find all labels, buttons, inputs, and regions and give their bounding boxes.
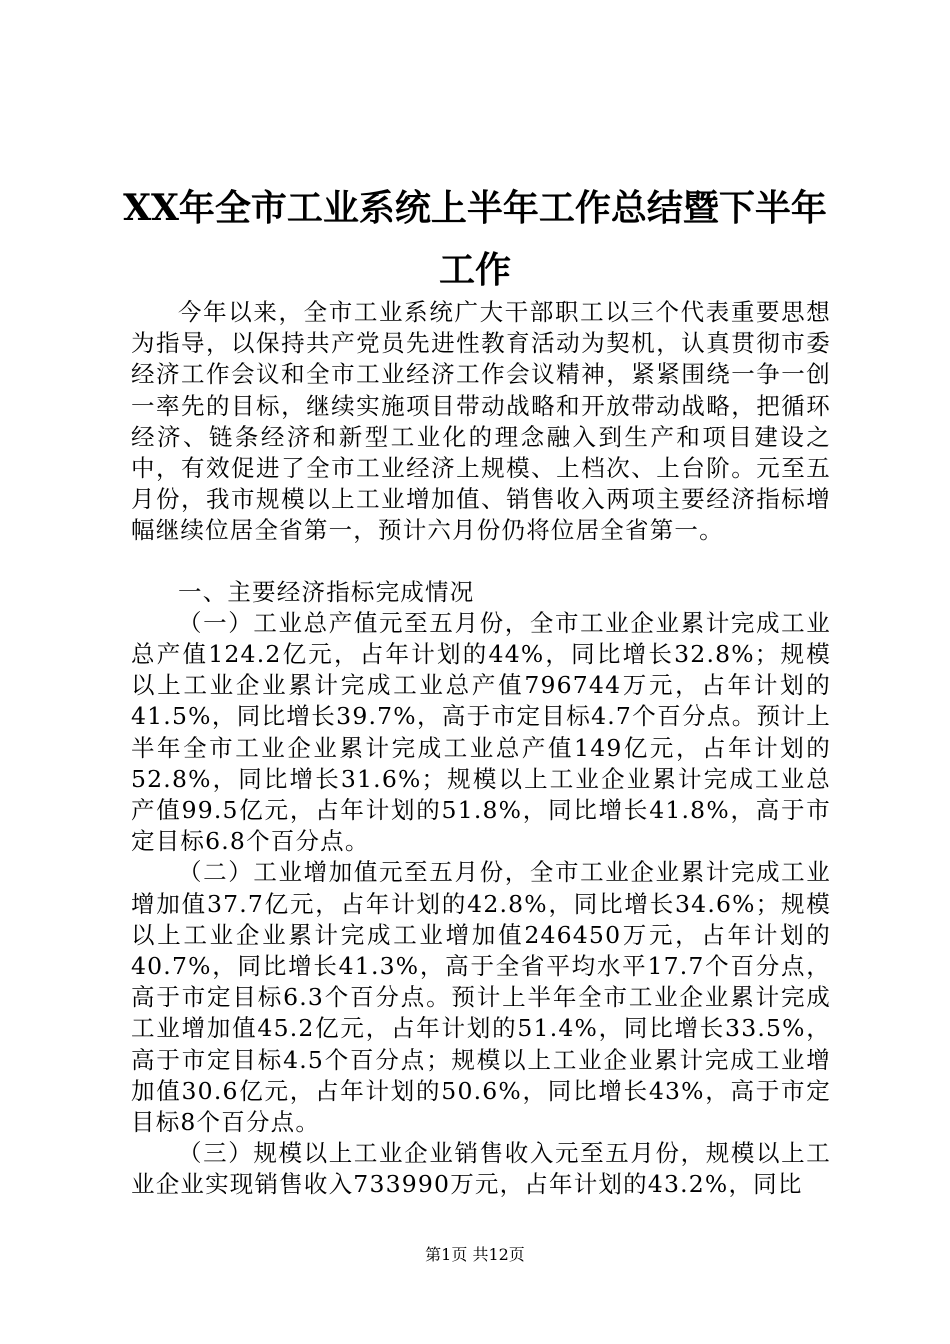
item-paragraph-3: （三）规模以上工业企业销售收入元至五月份，规模以上工业企业实现销售收入733990万元，占年计划的43.2%，同比	[131, 1139, 831, 1199]
page-footer: 第1页 共12页	[425, 1245, 525, 1264]
document-title-line1: XX年全市工业系统上半年工作总结暨下半年	[123, 187, 827, 229]
intro-paragraph: 今年以来，全市工业系统广大干部职工以三个代表重要思想为指导，以保持共产党员先进性教育活动为契机，认真贯彻市委经济工作会议和全市工业经济工作会议精神，紧紧围绕一争一创一率先的目标，继续实施项目带动战略和开放带动战略，把循环经济、链条经济和新型工业化的理念融入到生产和项目建设之中，有效促进了全市工业经济上规模、上档次、上台阶。元至五月份，我市规模以上工业增加值、销售收入两项主要经济指标增幅继续位居全省第一，预计六月份仍将位居全省第一。	[131, 298, 831, 545]
item-paragraph-1: （一）工业总产值元至五月份，全市工业企业累计完成工业总产值124.2亿元，占年计划的44%，同比增长32.8%；规模以上工业企业累计完成工业总产值796744万元，占年计划的41.5%，同比增长39.7%，高于市定目标4.7个百分点。预计上半年全市工业企业累计完成工业总产值149亿元，占年计划的52.8%，同比增长31.6%；规模以上工业企业累计完成工业总产值99.5亿元，占年计划的51.8%，同比增长41.8%，高于市定目标6.8个百分点。	[131, 608, 831, 856]
document-title-line2: 工作	[438, 249, 511, 291]
item-paragraph-2: （二）工业增加值元至五月份，全市工业企业累计完成工业增加值37.7亿元，占年计划的42.8%，同比增长34.6%；规模以上工业企业累计完成工业增加值246450万元，占年计划的40.7%，同比增长41.3%，高于全省平均水平17.7个百分点，高于市定目标6.3个百分点。预计上半年全市工业企业累计完成工业增加值45.2亿元，占年计划的51.4%，同比增长33.5%，高于市定目标4.5个百分点；规模以上工业企业累计完成工业增加值30.6亿元，占年计划的50.6%，同比增长43%，高于市定目标8个百分点。	[131, 858, 831, 1137]
section-heading: 一、主要经济指标完成情况	[178, 577, 475, 606]
document-body	[131, 297, 831, 1201]
